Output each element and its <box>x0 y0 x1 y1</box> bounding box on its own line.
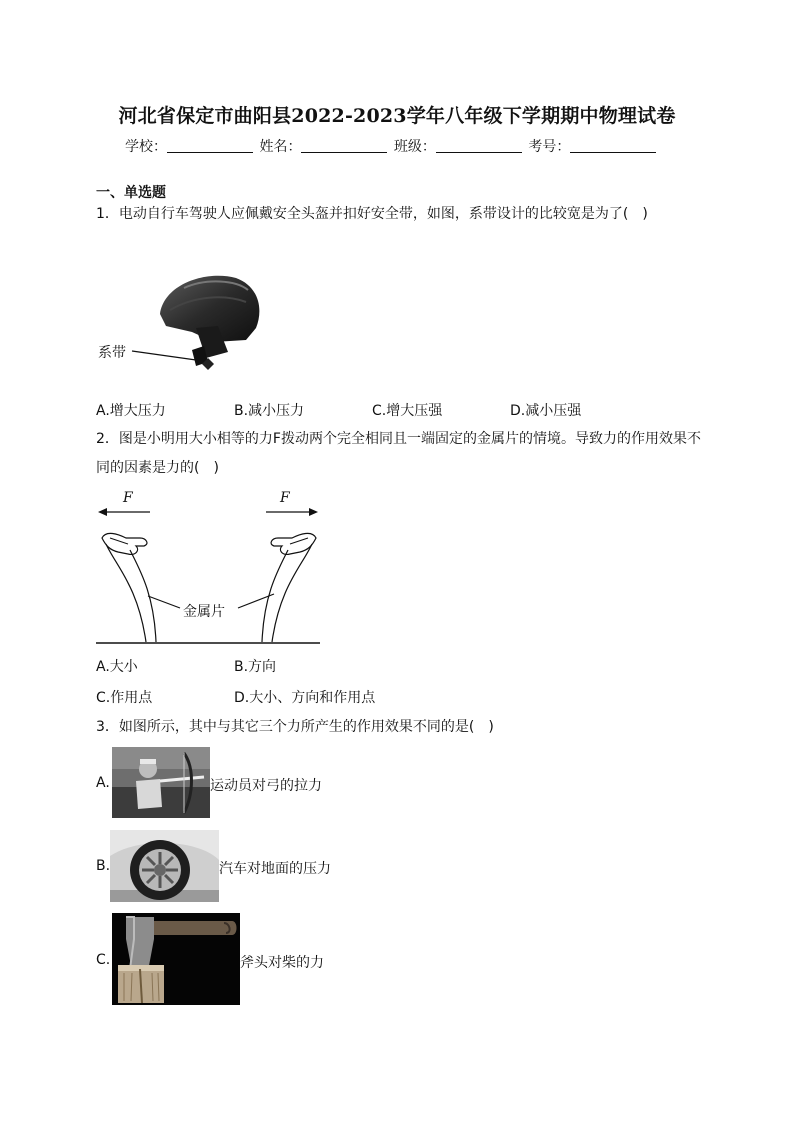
q3-option-c-letter[interactable]: C. <box>96 952 111 968</box>
name-label: 姓名： <box>259 139 302 155</box>
question-2-text: 2．图是小明用大小相等的力F拨动两个完全相同且一端固定的金属片的情境。导致力的作用效果不同的因素是力的( ) <box>96 431 701 476</box>
force-label-right: F <box>280 490 290 506</box>
q1-option-d[interactable]: D.减小压强 <box>510 403 582 419</box>
q2-option-a[interactable]: A.大小 <box>96 659 138 675</box>
class-label: 班级： <box>393 139 436 155</box>
q3-option-c-text[interactable]: 斧头对柴的力 <box>240 955 324 971</box>
name-blank[interactable] <box>301 138 387 153</box>
class-blank[interactable] <box>436 138 522 153</box>
archer-photo[interactable] <box>112 747 210 818</box>
q1-option-a[interactable]: A.增大压力 <box>96 403 166 419</box>
metal-strip-figure <box>96 486 322 646</box>
force-label-left: F <box>123 490 133 506</box>
q2-option-d[interactable]: D.大小、方向和作用点 <box>234 690 376 706</box>
school-blank[interactable] <box>167 138 253 153</box>
strap-label: 系带 <box>98 345 126 361</box>
q3-option-a-letter[interactable]: A. <box>96 775 110 791</box>
exam-title: 河北省保定市曲阳县2022-2023学年八年级下学期期中物理试卷 <box>118 105 676 127</box>
axe-wood-photo[interactable] <box>112 913 240 1005</box>
q3-option-a-text[interactable]: 运动员对弓的拉力 <box>210 778 322 794</box>
q2-option-c[interactable]: C.作用点 <box>96 690 153 706</box>
number-blank[interactable] <box>570 138 656 153</box>
number-label: 考号： <box>528 139 571 155</box>
q3-option-b-letter[interactable]: B. <box>96 858 111 874</box>
car-tire-photo[interactable] <box>110 830 219 902</box>
q1-option-c[interactable]: C.增大压强 <box>372 403 443 419</box>
q3-option-b-text[interactable]: 汽车对地面的压力 <box>219 861 331 877</box>
question-1-text: 1．电动自行车驾驶人应佩戴安全头盔并扣好安全带，如图，系带设计的比较宽是为了( ) <box>96 206 648 222</box>
student-info-line <box>125 136 658 156</box>
school-label: 学校： <box>125 139 167 155</box>
q2-option-b[interactable]: B.方向 <box>234 659 277 675</box>
metal-strip-label: 金属片 <box>183 604 225 620</box>
question-3-text: 3．如图所示，其中与其它三个力所产生的作用效果不同的是( ) <box>96 719 494 735</box>
q1-option-b[interactable]: B.减小压力 <box>234 403 305 419</box>
section-heading: 一、单选题 <box>96 185 166 201</box>
